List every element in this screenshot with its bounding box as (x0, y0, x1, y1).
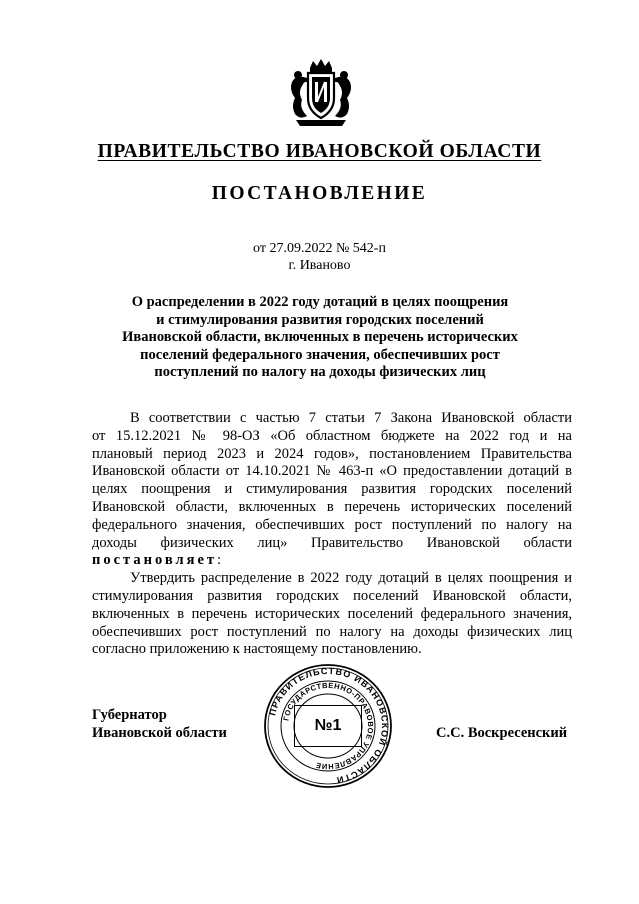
government-title: ПРАВИТЕЛЬСТВО ИВАНОВСКОЙ ОБЛАСТИ (97, 141, 542, 162)
signatory-name: С.С. Воскресенский (436, 725, 568, 741)
resolves-colon: : (217, 552, 222, 569)
body-line: стимулирования развития городских поселений Ивановской области, (92, 587, 572, 604)
city: г. Иваново (288, 258, 351, 273)
body-line: обеспечивших рост поступлений по налогу на доходы физических лиц (92, 623, 572, 640)
subject-line: Ивановской области, включенных в перечень исторических (122, 329, 518, 346)
body-line: согласно приложению к настоящему постановлению. (92, 641, 422, 658)
body-line: Ивановской области, включенных в перечень исторических поселений (92, 498, 572, 515)
body-line: Ивановской области от 14.10.2021 № 463-п «О предоставлении дотаций в (92, 463, 572, 480)
body-line: целях поощрения и стимулирования развития городских поселений (92, 481, 572, 498)
subject-line: О распределении в 2022 году дотаций в целях поощрения (131, 294, 509, 310)
subject-line: и стимулирования развития городских поселений (156, 311, 484, 328)
body-line: от 15.12.2021 № 98-ОЗ «Об областном бюджете на 2022 год и на (92, 427, 572, 444)
signatory-position (92, 707, 227, 743)
resolves-line (92, 552, 572, 570)
body-line: плановый период 2023 и 2024 годов», постановлением Правительства (92, 445, 572, 462)
subject-line: поступлений по налогу на доходы физических лиц (154, 364, 486, 381)
stamp-outer-text: ПРАВИТЕЛЬСТВО ИВАНОВСКОЙ ОБЛАСТИ (267, 665, 391, 786)
document-body (92, 410, 572, 659)
body-line: федерального значения, обеспечивших рост поступлений по налогу на (92, 516, 572, 533)
resolves-word: постановляет (92, 552, 218, 569)
coat-of-arms-icon (286, 58, 356, 128)
body-line: В соответствии с частью 7 статьи 7 Закона Ивановской области (130, 410, 572, 426)
body-line: включенных в перечень исторических поселений федерального значения, (92, 605, 572, 622)
stamp-number: №1 (294, 705, 362, 747)
body-line: доходы физических лиц» Правительство Ивановской области (92, 534, 572, 551)
position-line: Ивановской области (92, 724, 227, 741)
document-type-title: ПОСТАНОВЛЕНИЕ (211, 183, 428, 204)
date-number: от 27.09.2022 № 542-п (253, 241, 386, 256)
document-meta (0, 240, 639, 274)
subject-line: поселений федерального значения, обеспечивших рост (140, 346, 500, 363)
stamp-inner-text: ГОСУДАРСТВЕННО-ПРАВОВОЕ УПРАВЛЕНИЕ (281, 680, 376, 772)
position-line: Губернатор (92, 707, 167, 723)
body-line: Утвердить распределение в 2022 году дотаций в целях поощрения и (130, 570, 572, 587)
document-subject (96, 294, 544, 382)
